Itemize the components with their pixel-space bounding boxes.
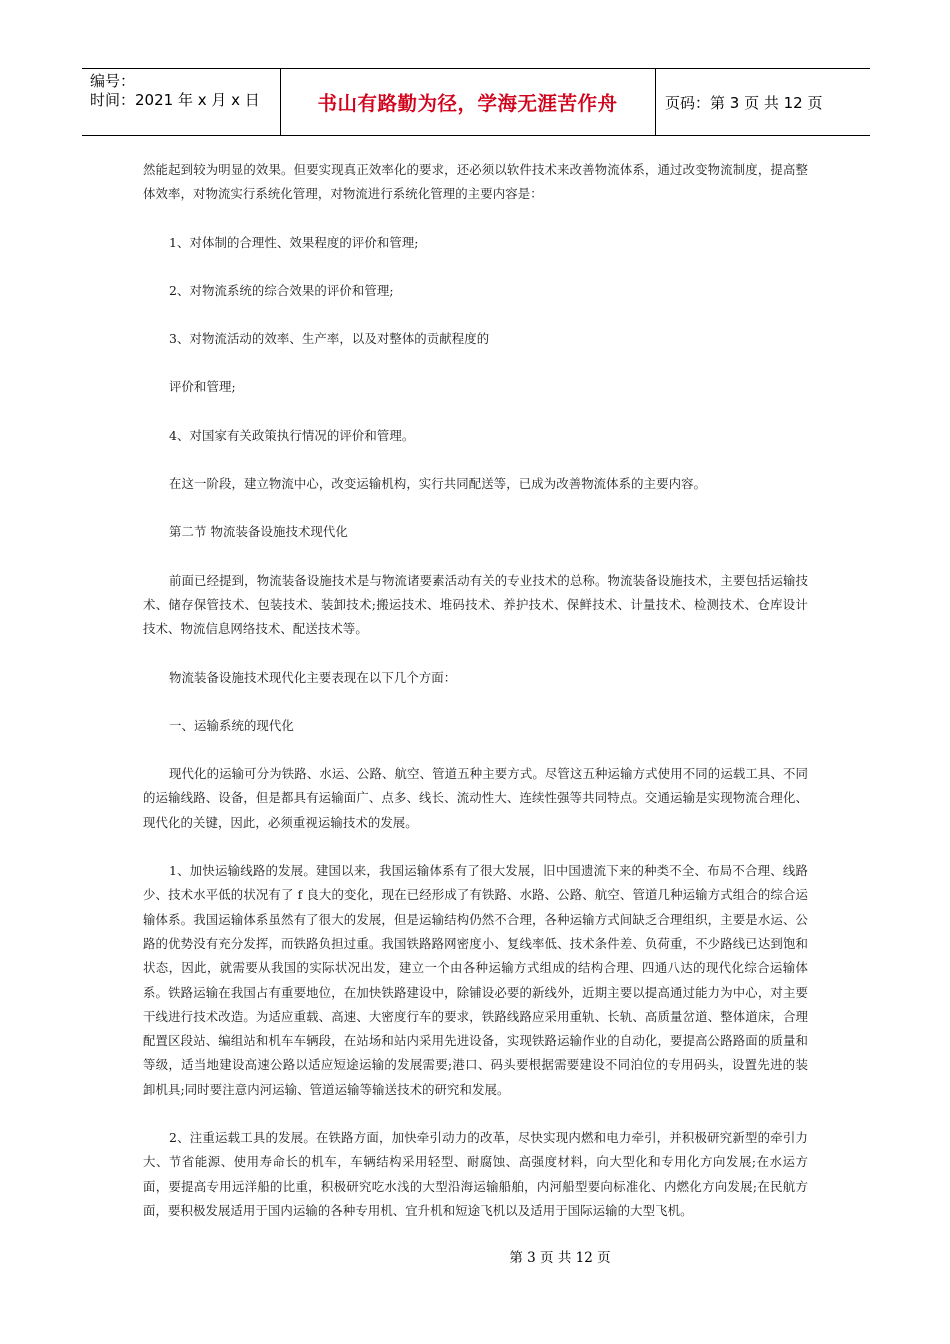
list-item: 3、对物流活动的效率、生产率，以及对整体的贡献程度的 <box>169 331 490 347</box>
paragraph: 然能起到较为明显的效果。但要实现真正效率化的要求，还必须以软件技术来改善物流体系，通过改变物流制度，提高整体效率，对物流实行系统化管理，对物流进行系统化管理的主要内容是： <box>143 162 808 202</box>
list-item: 4、对国家有关政策执行情况的评价和管理。 <box>169 427 415 443</box>
header-motto: 书山有路勤为径，学海无涯苦作舟 <box>317 92 618 115</box>
paragraph: 前面已经提到，物流装备设施技术是与物流诸要素活动有关的专业技术的总称。物流装备设施技术，主要包括运输技术、储存保管技术、包装技术、装卸技术;搬运技术、堆码技术、养护技术、保鲜技术、计量技术、检测技术、仓库设计技术、物流信息网络技术、配送技术等。 <box>143 572 808 637</box>
page-footer: 第 3 页 共 12 页 <box>509 1250 611 1266</box>
document-body <box>143 158 808 1223</box>
paragraph: 在这一阶段，建立物流中心，改变运输机构，实行共同配送等，已成为改善物流体系的主要内容。 <box>169 476 707 492</box>
list-item-continuation: 评价和管理; <box>169 379 236 395</box>
paragraph: 现代化的运输可分为铁路、水运、公路、航空、管道五种主要方式。尽管这五种运输方式使用不同的运载工具、不同的运输线路、设备，但是都具有运输面广、点多、线长、流动性大、连续性强等共同特点。交通运输是实现物流合理化、现代化的关键，因此，必须重视运输技术的发展。 <box>143 766 808 830</box>
list-item: 1、对体制的合理性、效果程度的评价和管理; <box>169 234 419 250</box>
paragraph: 1、加快运输线路的发展。建国以来，我国运输体系有了很大发展，旧中国遗流下来的种类不全、布局不合理、线路少、技术水平低的状况有了 f 良大的变化，现在已经形成了有铁路、水路、公路、航空、管道几种运输方式组合的综合运输体系。我国运输体系虽然有了很大的发展，但是运输结构仍然不合理，各种运输方式间缺乏合理组织，主要是水运、公路的优势没有充分发挥，而铁路负担过重。我国铁路路网密度小、复线率低、技术条件差、负荷重，不少路线已达到饱和状态，因此，就需要从我国的实际状况出发，建立一个由各种运输方式组成的结构合理、四通八达的现代化综合运输体系。铁路运输在我国占有重要地位，在加快铁路建设中，除铺设必要的新线外，近期主要以提高通过能力为中心，对主要干线进行技术改造。为适应重载、高速、大密度行车的要求，铁路线路应采用重轨、长轨、高质量岔道、整体道床，合理配置区段站、编组站和机车车辆段，在站场和站内采用先进设备，实现铁路运输作业的自动化，要提高公路路面的质量和等级，适当地建设高速公路以适应短途运输的发展需要;港口、码头要根据需要建设不同泊位的专用码头，设置先进的装卸机具;同时要注意内河运输、管道运输等输送技术的研究和发展。 <box>143 863 808 1097</box>
document-date: 时间：2021 年 x 月 x 日 <box>90 91 260 109</box>
header-divider <box>655 69 656 135</box>
document-meta <box>90 72 260 110</box>
header-page-code: 页码：第 3 页 共 12 页 <box>665 93 823 112</box>
document-number-label: 编号： <box>90 72 136 90</box>
paragraph: 2、注重运载工具的发展。在铁路方面，加快牵引动力的改革，尽快实现内燃和电力牵引，并积极研究新型的牵引力大、节省能源、使用寿命长的机车，车辆结构采用轻型、耐腐蚀、高强度材料，向大型化和专用化方向发展;在水运方面，要提高专用远洋船的比重，积极研究吃水浅的大型沿海运输船舶，内河船型要向标准化、内燃化方向发展;在民航方面，要积极发展适用于国内运输的各种专用机、宜升机和短途飞机以及适用于国际运输的大型飞机。 <box>143 1130 808 1218</box>
subsection-heading: 一、运输系统的现代化 <box>169 717 294 733</box>
list-item: 2、对物流系统的综合效果的评价和管理; <box>169 282 394 298</box>
paragraph: 物流装备设施技术现代化主要表现在以下几个方面： <box>169 669 457 685</box>
section-heading: 第二节 物流装备设施技术现代化 <box>169 524 348 540</box>
page-header <box>82 68 870 136</box>
